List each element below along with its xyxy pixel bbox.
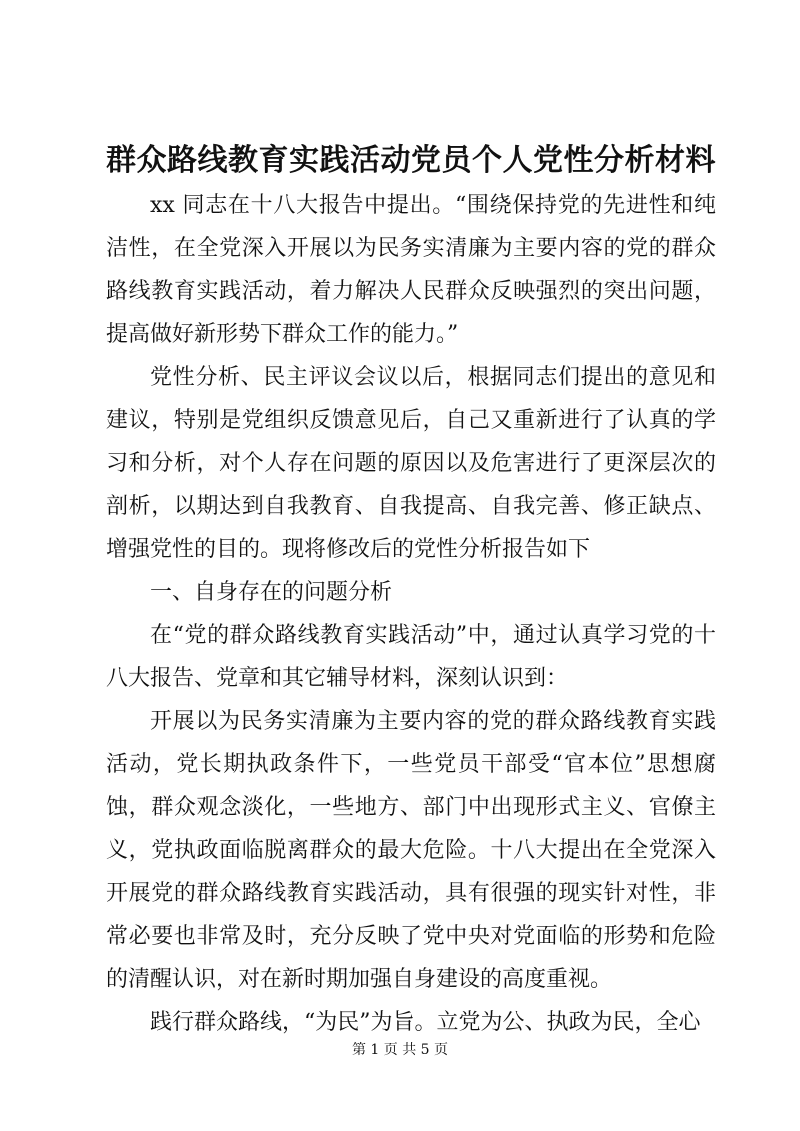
page-footer: 第 1 页 共 5 页 xyxy=(351,1042,449,1058)
document-body xyxy=(106,184,716,1044)
paragraph-analysis-purpose: 党性分析、民主评议会议以后，根据同志们提出的意见和建议，特别是党组织反馈意见后，自己又重新进行了认真的学习和分析，对个人存在问题的原因以及危害进行了更深层次的剖析，以期达到自我教育、自我提高、自我完善、修正缺点、增强党性的目的。现将修改后的党性分析报告如下 xyxy=(106,365,716,562)
paragraph-study-understanding: 在“党的群众路线教育实践活动”中，通过认真学习党的十八大报告、党章和其它辅导材料，深刻认识到： xyxy=(106,623,716,691)
paragraph-intro-quote: xx 同志在十八大报告中提出。“围绕保持党的先进性和纯洁性，在全党深入开展以为民务实清廉为主要内容的党的群众路线教育实践活动，着力解决人民群众反映强烈的突出问题，提高做好新形势下群众工作的能力。” xyxy=(106,193,716,347)
paragraph-activity-significance: 开展以为民务实清廉为主要内容的党的群众路线教育实践活动，党长期执政条件下，一些党员干部受“官本位”思想腐蚀，群众观念淡化，一些地方、部门中出现形式主义、官僚主义，党执政面临脱离群众的最大危险。十八大提出在全党深入开展党的群众路线教育实践活动，具有很强的现实针对性，非常必要也非常及时，充分反映了党中央对党面临的形势和危险的清醒认识，对在新时期加强自身建设的高度重视。 xyxy=(106,709,716,992)
paragraph-practice-mass-line: 践行群众路线，“为民”为旨。立党为公、执政为民，全心 xyxy=(150,1010,701,1035)
section-heading-problems: 一、自身存在的问题分析 xyxy=(150,580,393,605)
document-title: 群众路线教育实践活动党员个人党性分析材料 xyxy=(106,143,716,178)
